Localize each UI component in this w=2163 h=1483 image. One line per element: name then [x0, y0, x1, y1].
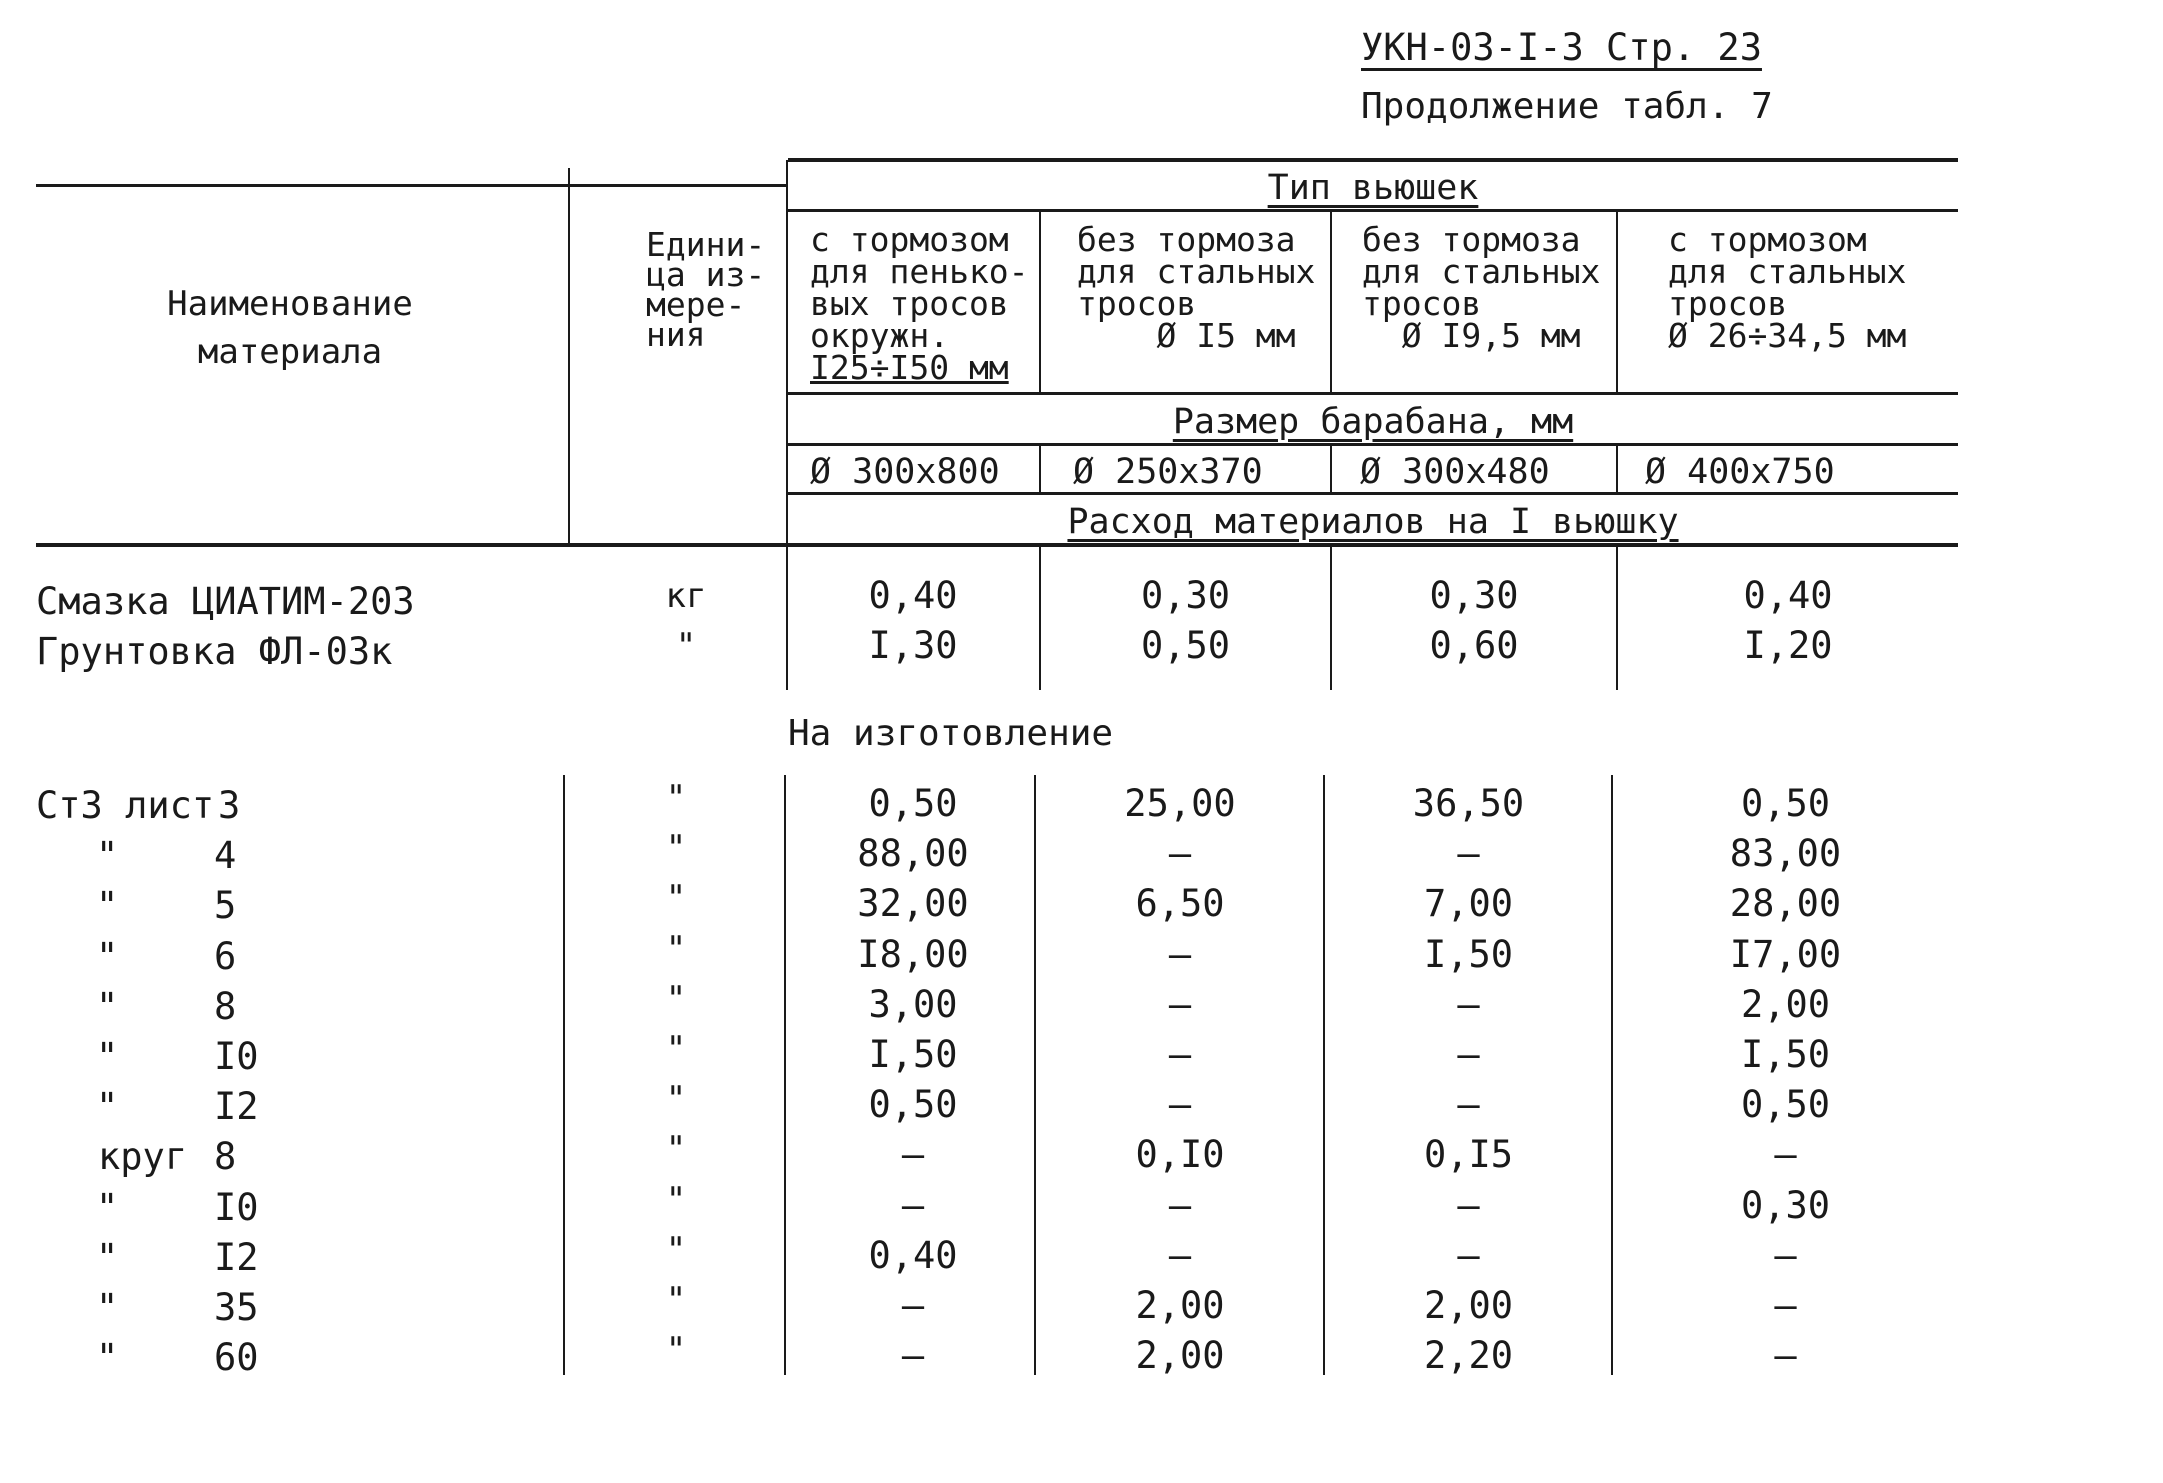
type-header-line: без тормоза	[1077, 220, 1296, 259]
material-name: "	[96, 935, 119, 978]
value-cell: 0,40	[868, 1234, 958, 1277]
value-cell: 83,00	[1729, 832, 1842, 875]
material-name: "	[96, 1085, 119, 1128]
material-name: круг	[98, 1135, 188, 1178]
consumption-header: Расход материалов на I вьюшку	[1067, 502, 1679, 542]
vrule-drum-col1-col2	[1039, 445, 1041, 493]
value-cell: 0,50	[1140, 624, 1231, 667]
value-cell: –	[1774, 1234, 1797, 1277]
drum-size-header: Размер барабана, мм	[1172, 402, 1574, 442]
value-cell: –	[1774, 1284, 1797, 1327]
vrule-header-name-unit	[568, 168, 570, 545]
type-header-1	[810, 220, 1029, 387]
type-header-line: для стальных	[1362, 252, 1601, 291]
value-cell: 28,00	[1729, 882, 1842, 925]
value-cell: 2,00	[1135, 1334, 1225, 1377]
rule-under-types	[788, 392, 1958, 395]
unit-cell: "	[665, 1029, 687, 1069]
vrule-header-col2-col3	[1330, 210, 1332, 393]
vrule-body1-col3-col4	[1616, 545, 1618, 690]
type-header-3	[1362, 220, 1601, 355]
value-cell: –	[1774, 1133, 1797, 1176]
vrule-body2-unit-data	[784, 775, 786, 1375]
unit-cell: "	[665, 979, 687, 1019]
type-header-line: тросов	[1668, 284, 1788, 323]
material-size: I0	[214, 1186, 259, 1229]
material-size: I0	[214, 1035, 259, 1078]
document-code: УКН-03-I-3 Стр. 23	[1361, 26, 1762, 69]
value-cell: –	[1168, 983, 1192, 1026]
material-size: 60	[214, 1336, 259, 1379]
rule-under-drum-header	[788, 443, 1958, 446]
drum-size-4: Ø 400x750	[1645, 452, 1835, 492]
type-header-line: с тормозом	[1668, 220, 1867, 259]
value-cell: 0,40	[868, 574, 958, 617]
material-name: "	[96, 1236, 119, 1279]
type-header-line: вых тросов	[810, 284, 1009, 323]
unit-cell: "	[665, 1230, 687, 1270]
material-size: 6	[214, 935, 237, 978]
unit-cell: "	[665, 1079, 687, 1119]
value-cell: 0,30	[1740, 1184, 1831, 1227]
material-name: "	[96, 985, 119, 1028]
rule-header-bottom	[36, 543, 1958, 547]
value-cell: 0,30	[1429, 574, 1519, 617]
value-cell: 2,00	[1135, 1284, 1225, 1327]
col-header-unit-line: ца из-	[646, 255, 766, 294]
value-cell: 0,30	[1140, 574, 1231, 617]
value-cell: 2,00	[1740, 983, 1831, 1026]
value-cell: –	[1168, 1033, 1192, 1076]
material-name: Ст3 лист	[36, 784, 215, 827]
value-cell: –	[1168, 933, 1192, 976]
material-name: "	[96, 1336, 119, 1379]
value-cell: 6,50	[1135, 882, 1225, 925]
unit-cell: "	[665, 1180, 687, 1220]
value-cell: 0,50	[868, 1083, 958, 1126]
type-header-line: без тормоза	[1362, 220, 1581, 259]
value-cell: 0,60	[1429, 624, 1519, 667]
value-cell: 0,50	[868, 782, 958, 825]
type-header-line: для стальных	[1077, 252, 1316, 291]
material-size: 8	[214, 985, 237, 1028]
vrule-drum-col2-col3	[1330, 445, 1332, 493]
section-label: На изготовление	[788, 713, 1114, 754]
value-cell: –	[1457, 983, 1480, 1026]
value-cell: 0,40	[1743, 574, 1833, 617]
material-name: "	[96, 1286, 119, 1329]
unit-cell: "	[665, 1330, 687, 1370]
material-size: I2	[214, 1236, 259, 1279]
col-header-name-line: материала	[197, 332, 383, 372]
vrule-body1-col2-col3	[1330, 545, 1332, 690]
value-cell: –	[1457, 1083, 1480, 1126]
value-cell: I,50	[1740, 1033, 1831, 1076]
material-size: 4	[214, 834, 237, 877]
vrule-body2-name-unit	[563, 775, 565, 1375]
drum-size-2: Ø 250x370	[1073, 452, 1263, 492]
table-continuation-label: Продолжение табл. 7	[1361, 86, 1773, 127]
type-header-line: окружн.	[810, 316, 950, 355]
type-header-line: Ø I9,5 мм	[1362, 316, 1581, 355]
type-header-line: с тормозом	[810, 220, 1009, 259]
value-cell: –	[1457, 1184, 1480, 1227]
material-name: Грунтовка ФЛ-03к	[36, 630, 393, 673]
col-header-unit-line: Едини-	[646, 225, 766, 264]
material-size: 8	[214, 1135, 237, 1178]
material-name: "	[96, 834, 119, 877]
rule-top-left	[36, 184, 788, 187]
value-cell: 2,20	[1423, 1334, 1514, 1377]
material-name: "	[96, 1035, 119, 1078]
type-header-line: для пенько-	[810, 252, 1029, 291]
vrule-body1-unit-data	[786, 545, 788, 690]
type-header-line: тросов	[1077, 284, 1197, 323]
rule-under-drum-sizes	[788, 492, 1958, 495]
vrule-body1-col1-col2	[1039, 545, 1041, 690]
value-cell: 3,00	[868, 983, 958, 1026]
vrule-header-col3-col4	[1616, 210, 1618, 393]
unit-cell: "	[665, 878, 687, 918]
value-cell: I,50	[1423, 933, 1514, 976]
material-name: Смазка ЦИАТИМ-203	[36, 580, 415, 623]
unit-cell: "	[665, 828, 687, 868]
value-cell: –	[1168, 832, 1192, 875]
material-size: 3	[218, 784, 241, 827]
value-cell: 25,00	[1124, 782, 1236, 825]
value-cell: –	[1457, 1033, 1480, 1076]
drum-size-3: Ø 300x480	[1360, 452, 1550, 492]
col-header-name	[70, 280, 510, 376]
unit-cell: кг	[665, 576, 707, 616]
drum-size-1: Ø 300x800	[810, 452, 1000, 492]
value-cell: –	[1774, 1334, 1797, 1377]
vrule-header-unit-data	[786, 160, 788, 545]
type-header-line: тросов	[1362, 284, 1482, 323]
value-cell: I7,00	[1729, 933, 1842, 976]
value-cell: –	[1168, 1184, 1192, 1227]
value-cell: 7,00	[1423, 882, 1514, 925]
material-size: 35	[214, 1286, 259, 1329]
value-cell: –	[1168, 1083, 1192, 1126]
value-cell: –	[1168, 1234, 1192, 1277]
unit-cell: "	[665, 1129, 687, 1169]
value-cell: 0,I5	[1423, 1133, 1514, 1176]
value-cell: I,50	[868, 1033, 958, 1076]
col-header-name-line: Наименование	[167, 284, 413, 324]
type-header-2	[1077, 220, 1316, 355]
value-cell: –	[901, 1184, 925, 1227]
value-cell: –	[1457, 832, 1480, 875]
value-cell: 88,00	[857, 832, 969, 875]
value-cell: –	[901, 1284, 925, 1327]
col-header-unit-line: мере-	[646, 285, 746, 324]
value-cell: 0,50	[1740, 1083, 1831, 1126]
type-header-line: Ø 26÷34,5 мм	[1668, 316, 1907, 355]
value-cell: 0,50	[1740, 782, 1831, 825]
unit-cell: "	[665, 1280, 687, 1320]
value-cell: –	[901, 1133, 925, 1176]
rule-under-type-header	[788, 209, 1958, 212]
unit-cell: "	[665, 778, 687, 818]
material-name: "	[96, 1186, 119, 1229]
type-header-line: I25÷I50 мм	[810, 348, 1009, 387]
unit-cell: "	[665, 929, 687, 969]
value-cell: 2,00	[1423, 1284, 1514, 1327]
value-cell: 0,I0	[1135, 1133, 1225, 1176]
value-cell: 36,50	[1412, 782, 1525, 825]
value-cell: –	[1457, 1234, 1480, 1277]
vrule-header-col1-col2	[1039, 210, 1041, 393]
unit-cell: "	[675, 626, 697, 666]
material-size: I2	[214, 1085, 259, 1128]
col-header-unit-line: ния	[646, 315, 706, 354]
value-cell: I,30	[868, 624, 958, 667]
type-header-line: для стальных	[1668, 252, 1907, 291]
vrule-drum-col3-col4	[1616, 445, 1618, 493]
material-name: "	[96, 884, 119, 927]
col-header-unit	[646, 225, 766, 354]
value-cell: –	[901, 1334, 925, 1377]
rule-top-right	[788, 158, 1958, 162]
group-header-type: Тип вьюшек	[1267, 168, 1479, 208]
type-header-4	[1668, 220, 1907, 355]
material-size: 5	[214, 884, 237, 927]
type-header-line: Ø I5 мм	[1077, 316, 1296, 355]
value-cell: I8,00	[857, 933, 969, 976]
value-cell: I,20	[1743, 624, 1833, 667]
value-cell: 32,00	[857, 882, 969, 925]
